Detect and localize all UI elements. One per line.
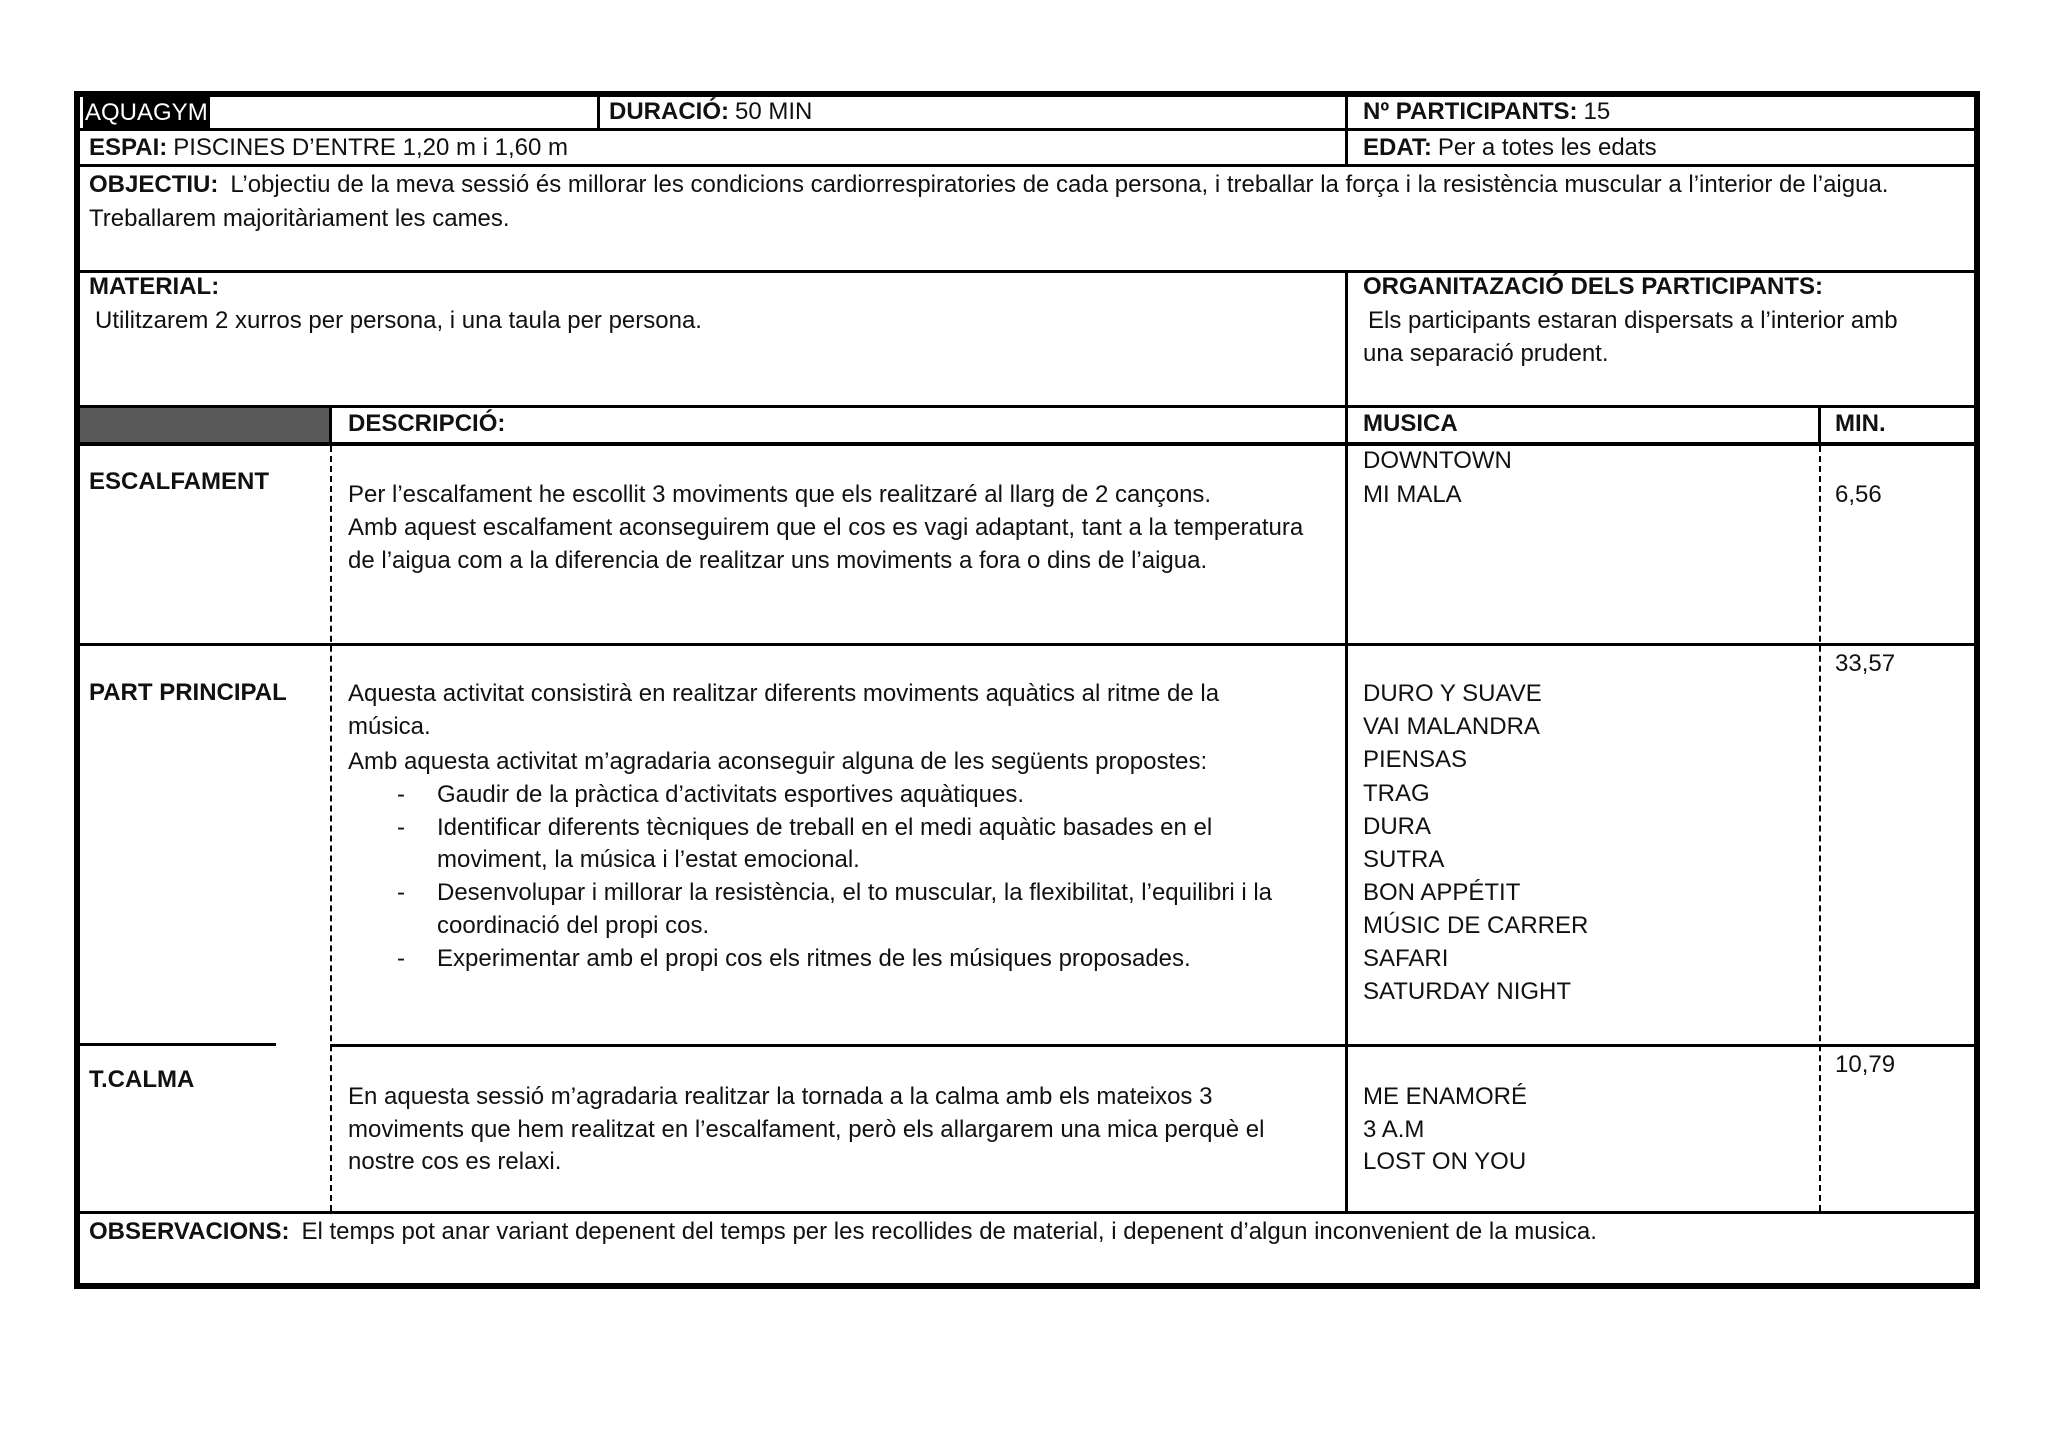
cooldown-song: LOST ON YOU (1363, 1148, 1527, 1175)
organization-line-2: una separació prudent. (1363, 340, 1609, 367)
objective-label: OBJECTIU: (89, 171, 219, 198)
main-description-line: Amb aquesta activitat m’agradaria aconseguir alguna de les següents propostes: (348, 748, 1208, 775)
participants-value: 15 (1583, 98, 1611, 125)
main-bullet-item: Gaudir de la pràctica d’activitats esportives aquàtiques. (437, 781, 1024, 808)
col-divider-min-header (1818, 405, 1821, 443)
column-header-minutes: MIN. (1835, 410, 1886, 437)
main-bullet-item: Identificar diferents tècniques de treball en el medi aquàtic basades en el (437, 814, 1213, 841)
bullet-marker: - (397, 781, 405, 808)
warmup-song: DOWNTOWN (1363, 447, 1512, 474)
age-field (1363, 131, 1657, 164)
cooldown-song: ME ENAMORÉ (1363, 1083, 1528, 1110)
warmup-song: MI MALA (1363, 481, 1462, 508)
duration-value: 50 MIN (735, 98, 813, 125)
phase-name-cooldown: T.CALMA (89, 1066, 195, 1093)
participants-label: Nº PARTICIPANTS: (1363, 98, 1578, 125)
main-bullet-item: Experimentar amb el propi cos els ritmes de les músiques proposades. (437, 945, 1191, 972)
observations-field (89, 1215, 1597, 1248)
row-divider-7a (80, 1043, 276, 1046)
cooldown-song: 3 A.M (1363, 1116, 1425, 1143)
objective-line-1 (89, 168, 1888, 201)
warmup-description-line: Amb aquest escalfament aconseguirem que el cos es vagi adaptant, tant a la temperatura (348, 514, 1304, 541)
bullet-marker: - (397, 879, 405, 906)
participants-field (1363, 95, 1610, 128)
main-song: SAFARI (1363, 945, 1449, 972)
warmup-description-line: de l’aigua com a la diferencia de realitzar uns moviments a fora o dins de l’aigua. (348, 547, 1208, 574)
col-divider-main (1345, 270, 1348, 1211)
space-label: ESPAI: (89, 134, 168, 161)
cooldown-description-line: moviments que hem realitzat en l’escalfament, però els allargarem una mica perquè el (348, 1116, 1265, 1143)
material-label: MATERIAL: (89, 273, 220, 300)
cooldown-description-line: En aquesta sessió m’agradaria realitzar la tornada a la calma amb els mateixos 3 (348, 1083, 1213, 1110)
phase-header-fill (80, 408, 329, 442)
warmup-description-line: Per l’escalfament he escollit 3 moviments que els realitzaré al llarg de 2 cançons. (348, 481, 1212, 508)
age-value: Per a totes les edats (1437, 134, 1657, 161)
cooldown-description-line: nostre cos es relaxi. (348, 1148, 562, 1175)
row-divider-7b (330, 1044, 1974, 1047)
age-label: EDAT: (1363, 134, 1432, 161)
main-song: SUTRA (1363, 846, 1445, 873)
main-song: VAI MALANDRA (1363, 713, 1540, 740)
main-song: DURA (1363, 813, 1432, 840)
main-song: BON APPÉTIT (1363, 879, 1521, 906)
organization-line-1: Els participants estaran dispersats a l’interior amb (1368, 307, 1898, 334)
column-header-music: MUSICA (1363, 410, 1458, 437)
duration-label: DURACIÓ: (609, 98, 729, 125)
main-song: PIENSAS (1363, 746, 1468, 773)
main-song: TRAG (1363, 780, 1430, 807)
row-divider-8 (80, 1211, 1974, 1214)
column-header-description: DESCRIPCIÓ: (348, 410, 506, 437)
main-minutes: 33,57 (1835, 650, 1896, 677)
cooldown-minutes: 10,79 (1835, 1051, 1896, 1078)
bullet-marker: - (397, 945, 405, 972)
space-value: PISCINES D’ENTRE 1,20 m i 1,60 m (173, 134, 569, 161)
duration-field (609, 95, 812, 128)
row-divider-6 (80, 643, 1974, 646)
warmup-minutes: 6,56 (1835, 481, 1882, 508)
activity-title: AQUAGYM (85, 99, 208, 126)
objective-text: L’objectiu de la meva sessió és millorar les condicions cardiorrespiratories de cada persona, i treballar la força i la resistència muscular a l’interior de l’aigua. (230, 171, 1889, 198)
material-text: Utilitzarem 2 xurros per persona, i una taula per persona. (95, 307, 702, 334)
observations-label: OBSERVACIONS: (89, 1218, 290, 1245)
main-song: DURO Y SUAVE (1363, 680, 1542, 707)
phase-name-warmup: ESCALFAMENT (89, 468, 269, 495)
phase-name-main: PART PRINCIPAL (89, 679, 287, 706)
main-bullet-item: Desenvolupar i millorar la resistència, el to muscular, la flexibilitat, l’equilibri i la (437, 879, 1273, 906)
col-divider-min-dashed (1819, 446, 1821, 1211)
space-field (89, 131, 568, 164)
col-divider-phase-header (329, 405, 332, 443)
bullet-marker: - (397, 814, 405, 841)
main-bullet-item-continued: moviment, la música i l’estat emocional. (437, 846, 860, 873)
row-divider-5 (80, 442, 1974, 446)
main-song: MÚSIC DE CARRER (1363, 912, 1589, 939)
observations-text: El temps pot anar variant depenent del temps per les recollides de material, i depenent d’algun inconvenient de la musica. (301, 1218, 1597, 1245)
col-divider-main-top (1345, 97, 1348, 164)
objective-line-2: Treballarem majoritàriament les cames. (89, 205, 510, 232)
organization-label: ORGANITAZACIÓ DELS PARTICIPANTS: (1363, 273, 1823, 300)
main-bullet-item-continued: coordinació del propi cos. (437, 912, 710, 939)
main-description-line: música. (348, 713, 431, 740)
row-divider-2 (80, 164, 1974, 167)
main-song: SATURDAY NIGHT (1363, 978, 1572, 1005)
main-description-line: Aquesta activitat consistirà en realitzar diferents moviments aquàtics al ritme de la (348, 680, 1220, 707)
col-divider-phase-dashed (330, 446, 332, 1211)
col-divider-title (597, 97, 600, 128)
